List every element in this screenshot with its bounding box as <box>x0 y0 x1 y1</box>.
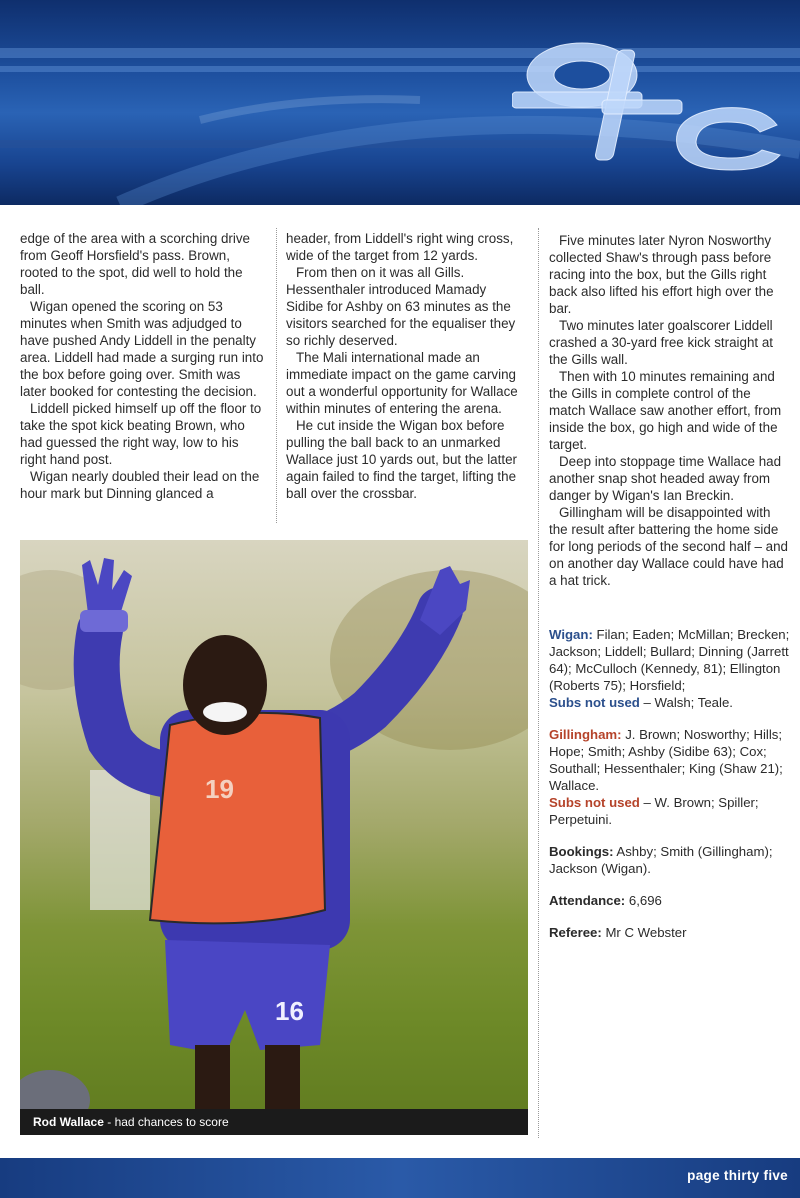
article-paragraph: The Mali international made an immediate impact on the game carving out a wonderful opportunity for Wallace within minutes of entering the arena. <box>286 350 518 416</box>
bookings-text: Ashby; Smith (Gillingham); Jackson (Wigan). <box>549 844 773 876</box>
article-column-1 <box>20 230 266 502</box>
article-paragraph: Two minutes later goalscorer Liddell crashed a 30-yard free kick straight at the Gills wall. <box>549 318 774 367</box>
gillingham-subs: – W. Brown; Spiller; Perpetuini. <box>549 795 759 827</box>
bookings-label: Bookings: <box>549 844 614 859</box>
bookings <box>549 843 794 877</box>
gillingham-label: Gillingham: <box>549 727 622 742</box>
bib-number: 19 <box>205 774 234 804</box>
photo-caption <box>20 1109 528 1135</box>
column-divider <box>538 228 539 1138</box>
wigan-label: Wigan: <box>549 627 593 642</box>
referee <box>549 924 794 941</box>
footer-banner <box>0 1158 800 1198</box>
article-paragraph: header, from Liddell's right wing cross, wide of the target from 12 yards. <box>286 231 514 263</box>
article-paragraph: From then on it was all Gills. Hessenthaler introduced Mamady Sidibe for Ashby on 63 minutes as the visitors searched for the equaliser they so richly deserved. <box>286 265 516 348</box>
caption-player-name: Rod Wallace <box>33 1115 104 1129</box>
gillingham-lineup <box>549 726 794 828</box>
article-paragraph: He cut inside the Wigan box before pulling the ball back to an unmarked Wallace just 10 yards out, but the latter again failed to find the target, lifting the ball over the crossbar. <box>286 418 517 501</box>
article-paragraph: Wigan nearly doubled their lead on the hour mark but Dinning glanced a <box>20 469 260 501</box>
attendance <box>549 892 794 909</box>
article-paragraph: Wigan opened the scoring on 53 minutes when Smith was adjudged to have pushed Andy Liddell in the penalty area. Liddell had made a surging run into the box before going over. Smith was later booked for contesting the decision. <box>20 299 264 399</box>
referee-value: Mr C Webster <box>601 925 687 940</box>
attendance-label: Attendance: <box>549 893 626 908</box>
header-banner <box>0 0 800 205</box>
wigan-subs: – Walsh; Teale. <box>639 695 733 710</box>
attendance-value: 6,696 <box>625 893 662 908</box>
shorts-number: 16 <box>275 996 304 1026</box>
article-paragraph: Five minutes later Nyron Nosworthy collected Shaw's through pass before racing into the box, but the Gills right back also lifted his effort high over the bar. <box>549 233 774 316</box>
article-paragraph: edge of the area with a scorching drive from Geoff Horsfield's pass. Brown, rooted to the spot, did well to hold the ball. <box>20 231 251 297</box>
wigan-subs-label: Subs not used <box>549 695 640 710</box>
article-column-2 <box>286 230 526 502</box>
referee-label: Referee: <box>549 925 602 940</box>
article-paragraph: Deep into stoppage time Wallace had another snap shot headed away from danger by Wigan's Ian Breckin. <box>549 454 782 503</box>
gillingham-subs-label: Subs not used <box>549 795 640 810</box>
team-lineups <box>549 626 794 956</box>
wigan-players: Filan; Eaden; McMillan; Brecken; Jackson; Liddell; Bullard; Dinning (Jarrett 64); McCulloch (Kennedy, 81); Ellington (Roberts 75); Horsfield; <box>549 627 790 693</box>
article-paragraph: Then with 10 minutes remaining and the Gills in complete control of the match Wallace saw another effort, from inside the box, go high and wide of the target. <box>549 369 782 452</box>
player-photo <box>20 540 528 1135</box>
caption-text: - had chances to score <box>103 1115 229 1129</box>
player-illustration <box>20 540 528 1135</box>
wigan-lineup <box>549 626 794 711</box>
column-divider <box>276 228 277 523</box>
article-paragraph: Gillingham will be disappointed with the result after battering the home side for long periods of the second half – and on another day Wallace could have had a hat trick. <box>549 505 788 588</box>
page-number: page thirty five <box>687 1168 788 1183</box>
article-column-3 <box>549 232 789 589</box>
article-paragraph: Liddell picked himself up off the floor to take the spot kick beating Brown, who had guessed the right way, low to his right hand post. <box>20 401 262 467</box>
gillingham-players: J. Brown; Nosworthy; Hills; Hope; Smith; Ashby (Sidibe 63); Cox; Southall; Hessenthaler; King (Shaw 21); Wallace. <box>549 727 783 793</box>
gfc-logo-icon <box>512 30 782 180</box>
